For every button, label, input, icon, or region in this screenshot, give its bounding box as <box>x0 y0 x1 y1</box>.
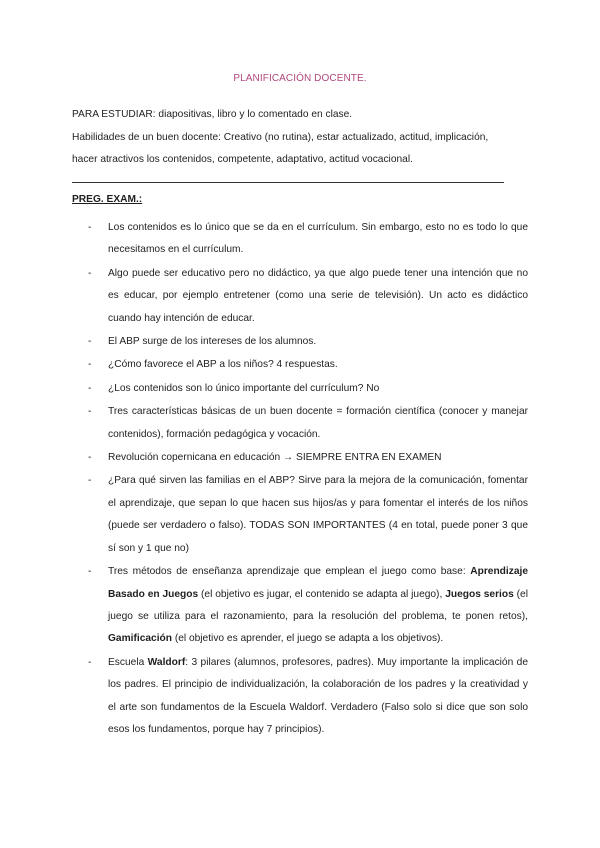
intro-block <box>72 104 532 172</box>
bold-term: Juegos serios <box>445 588 514 600</box>
list-item <box>88 331 528 353</box>
list-item <box>88 652 528 742</box>
divider-line <box>72 182 504 183</box>
section-title: PREG. EXAM.: <box>72 194 143 205</box>
bullet-dash: - <box>88 267 92 279</box>
list-item-text: ¿Cómo favorece el ABP a los niños? 4 respuestas. <box>108 359 338 371</box>
text-run: (el juego se utiliza para el razonamiento, para la resolución del problema, te ponen retos), <box>108 588 528 622</box>
bullet-dash: - <box>88 222 92 233</box>
list-item-text: Tres características básicas de un buen docente = formación científica (conocer y manejar contenidos), formación pedagógica y vocación. <box>108 406 528 440</box>
list-item <box>88 401 528 446</box>
bullet-dash: - <box>88 382 92 394</box>
text-run: : 3 pilares (alumnos, profesores, padres). Muy importante la implicación de los padres. El principio de individualización, la colaboración de los padres y la creatividad y el arte son fundamentos de la Escuela Waldorf. Verdadero (Falso solo si dice que son solo esos los fundamentos, porque hay 7 principios). <box>108 656 529 735</box>
list-item <box>88 354 528 376</box>
list-item-text <box>108 561 528 651</box>
page-title: PLANIFICACIÓN DOCENTE. <box>233 73 367 84</box>
bullet-dash: - <box>88 475 92 487</box>
list-item-text: ¿Para qué sirven las familias en el ABP? Sirve para la mejora de la comunicación, fomentar el aprendizaje, que sepan lo que hacen sus hijos/as y para fomentar el interés de los niños (puede ser verdadero o falso). TODAS SON IMPORTANTES (4 en total, puede poner 3 que sí son y 1 que no) <box>108 475 528 554</box>
intro-line: Habilidades de un buen docente: Creativo (no rutina), estar actualizado, actitud, implicación, <box>72 131 489 143</box>
list-item-text: ¿Los contenidos son lo único importante del currículum? No <box>108 382 380 394</box>
bold-term: Waldorf <box>147 656 186 668</box>
bullet-dash: - <box>88 406 92 418</box>
bold-term: Gamificación <box>108 633 172 645</box>
list-item-text: Algo puede ser educativo pero no didáctico, ya que algo puede tener una intención que no es educar, por ejemplo entretener (como una serie de televisión). Un acto es didáctico cuando hay intención de educar. <box>108 267 528 324</box>
list-item-text: Revolución copernicana en educación → SIEMPRE ENTRA EN EXAMEN <box>108 452 442 464</box>
bullet-dash: - <box>88 336 92 348</box>
bullet-dash: - <box>88 566 92 578</box>
list-item <box>88 263 528 330</box>
list-item <box>88 447 528 469</box>
bullet-dash: - <box>88 452 92 464</box>
bullet-dash: - <box>88 359 92 371</box>
text-run: Tres métodos de enseñanza aprendizaje que emplean el juego como base: <box>108 566 471 578</box>
intro-line: hacer atractivos los contenidos, competente, adaptativo, actitud vocacional. <box>72 154 413 165</box>
bold-term: Aprendizaje Basado en Juegos <box>108 566 528 600</box>
list-item <box>88 470 528 560</box>
intro-line: PARA ESTUDIAR: diapositivas, libro y lo comentado en clase. <box>72 109 353 120</box>
bullet-dash: - <box>88 656 92 668</box>
list-item-text <box>108 652 528 742</box>
text-run: (el objetivo es aprender, el juego se adapta a los objetivos). <box>171 633 444 645</box>
text-run: (el objetivo es jugar, el contenido se adapta al juego), <box>198 588 446 600</box>
list-item <box>88 378 528 400</box>
text-run: Escuela <box>108 656 148 668</box>
list-item-text: Los contenidos es lo único que se da en el currículum. Sin embargo, esto no es todo lo que necesitamos en el currículum. <box>108 222 528 256</box>
exam-questions-list <box>88 217 528 742</box>
list-item-text: El ABP surge de los intereses de los alumnos. <box>108 336 317 348</box>
list-item <box>88 561 528 651</box>
list-item <box>88 217 528 262</box>
